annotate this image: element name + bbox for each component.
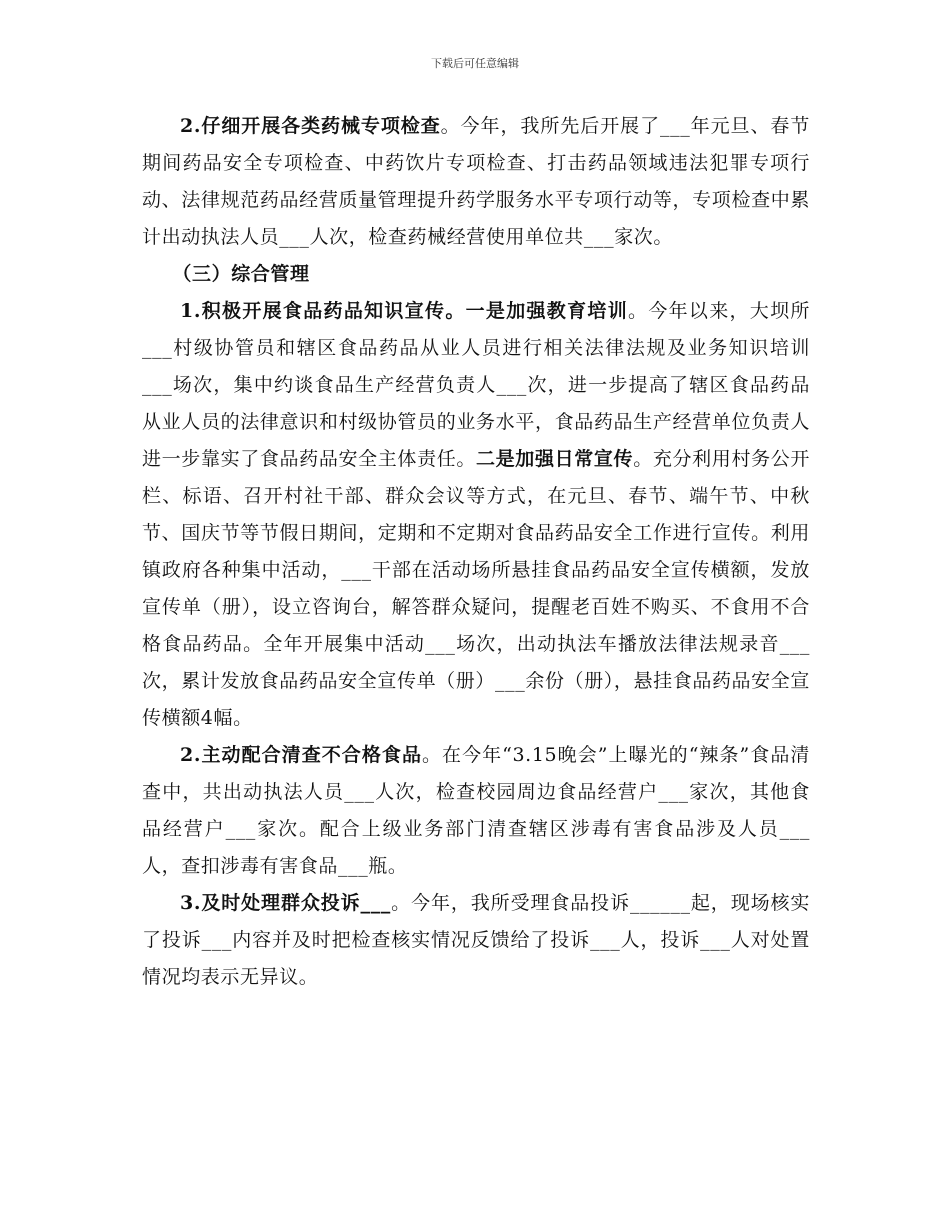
paragraph-heading: 2.主动配合清查不合格食品 (180, 744, 422, 766)
paragraph-drug-inspection (142, 108, 810, 256)
paragraph-text-2: 。充分利用村务公开栏、标语、召开村社干部、群众会议等方式，在元旦、春节、端午节、中秋节、国庆节等节假日期间，定期和不定期对食品药品安全工作进行宣传。利用镇政府各种集中活动，___干部在活动场所悬挂食品药品安全宣传横额，发放宣传单（册），设立咨询台，解答群众疑问，提醒老百姓不购买、不食用不合格食品药品。全年开展集中活动___场次，出动执法车播放法律法规录音___次，累计发放食品药品安全宣传单（册）___余份（册），悬挂食品药品安全宣传横额4幅。 (142, 448, 810, 729)
section-heading-comprehensive-management (142, 256, 810, 293)
paragraph-text: 。今年，我所先后开展了___年元旦、春节期间药品安全专项检查、中药饮片专项检查、打击药品领域违法犯罪专项行动、法律规范药品经营质量管理提升药学服务水平专项行动等，专项检查中累计出动执法人员___人次，检查药械经营使用单位共___家次。 (142, 115, 810, 248)
document-body (142, 108, 810, 996)
paragraph-text: 。在今年“3.15晚会”上曝光的“辣条”食品清查中，共出动执法人员___人次，检查校园周边食品经营户___家次，其他食品经营户___家次。配合上级业务部门清查辖区涉毒有害食品涉及人员___人，查扣涉毒有害食品___瓶。 (142, 744, 810, 877)
page-header: 下载后可任意编辑 (431, 57, 519, 70)
paragraph-heading: 2.仔细开展各类药械专项检查 (180, 115, 441, 137)
section-title: （三）综合管理 (172, 263, 310, 285)
paragraph-unqualified-food (142, 737, 810, 885)
paragraph-text: 。今年以来，大坝所___村级协管员和辖区食品药品从业人员进行相关法律法规及业务知识培训___场次，集中约谈食品生产经营负责人___次，进一步提高了辖区食品药品从业人员的法律意识和村级协管员的业务水平，食品药品生产经营单位负责人进一步靠实了食品药品安全主体责任。 (142, 300, 811, 470)
paragraph-complaints (142, 885, 810, 996)
paragraph-publicity (142, 293, 810, 737)
paragraph-subheading: 二是加强日常宣传 (476, 448, 634, 470)
paragraph-heading: 3.及时处理群众投诉___ (180, 892, 391, 914)
paragraph-text: 。今年，我所受理食品投诉______起，现场核实了投诉___内容并及时把检查核实情况反馈给了投诉___人，投诉___人对处置情况均表示无异议。 (142, 892, 810, 988)
paragraph-heading: 1.积极开展食品药品知识宣传。一是加强教育培训 (180, 300, 629, 322)
